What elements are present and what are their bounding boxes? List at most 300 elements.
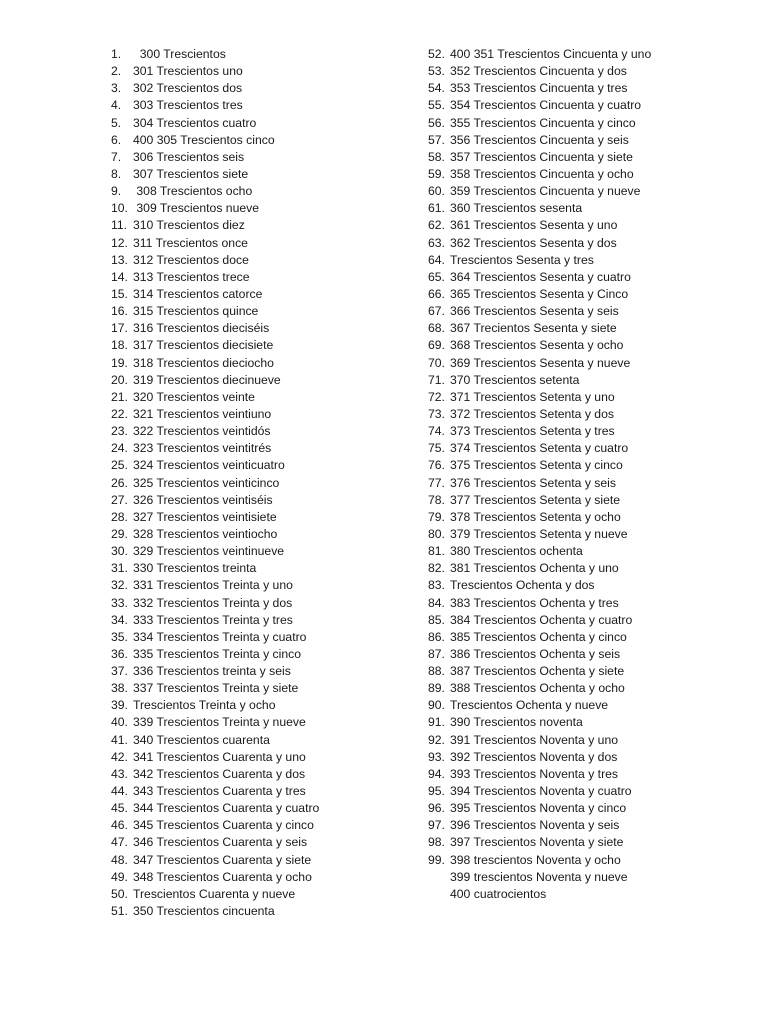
list-item-text: 386 Trescientos Ochenta y seis <box>450 646 621 661</box>
list-item-number: 68. <box>428 321 445 336</box>
list-item-number: 59. <box>428 166 445 181</box>
list-item-text: 357 Trescientos Cincuenta y siete <box>450 149 633 164</box>
list-item-text: 333 Trescientos Treinta y tres <box>133 612 293 627</box>
list-item-number: 67. <box>428 304 445 319</box>
list-item <box>428 595 758 612</box>
list-item <box>111 252 421 269</box>
list-item-text: 387 Trescientos Ochenta y siete <box>450 664 625 679</box>
list-item <box>111 509 421 526</box>
list-item-number: 49. <box>111 869 128 884</box>
list-item <box>111 80 421 97</box>
list-item-text: 390 Trescientos noventa <box>450 715 583 730</box>
list-item-number: 58. <box>428 149 445 164</box>
list-item <box>111 612 421 629</box>
list-item-number: 21. <box>111 389 128 404</box>
list-item <box>428 166 758 183</box>
list-item-text: 314 Trescientos catorce <box>133 286 263 301</box>
list-item <box>111 355 421 372</box>
list-item <box>111 817 421 834</box>
list-item <box>428 646 758 663</box>
list-item-number <box>428 869 450 886</box>
list-item-text: 320 Trescientos veinte <box>133 389 255 404</box>
list-item-number: 24. <box>111 441 128 456</box>
list-item-number <box>428 886 450 903</box>
list-item-number: 19. <box>111 355 128 370</box>
list-item <box>428 526 758 543</box>
list-item-number: 40. <box>111 715 128 730</box>
list-item-number: 42. <box>111 749 128 764</box>
list-item <box>111 852 421 869</box>
list-item <box>428 80 758 97</box>
list-item <box>428 115 758 132</box>
list-item <box>111 886 421 903</box>
list-item-number: 78. <box>428 492 445 507</box>
list-item-text: 385 Trescientos Ochenta y cinco <box>450 629 627 644</box>
list-item <box>428 817 758 834</box>
list-item-text: 335 Trescientos Treinta y cinco <box>133 646 301 661</box>
list-item <box>428 63 758 80</box>
list-item-number: 10. <box>111 201 128 216</box>
list-item <box>428 680 758 697</box>
list-item <box>111 337 421 354</box>
list-item-text: 334 Trescientos Treinta y cuatro <box>133 629 307 644</box>
list-item-text: 317 Trescientos diecisiete <box>133 338 274 353</box>
list-item-number: 63. <box>428 235 445 250</box>
list-item-text: 398 trescientos Noventa y ocho <box>450 852 621 867</box>
list-item-number: 56. <box>428 115 445 130</box>
list-item-text: 359 Trescientos Cincuenta y nueve <box>450 184 641 199</box>
list-item-text: 384 Trescientos Ochenta y cuatro <box>450 612 633 627</box>
list-item-number: 3. <box>111 81 122 96</box>
list-item <box>111 663 421 680</box>
list-item-text: Trescientos Ochenta y nueve <box>450 698 609 713</box>
list-item-number: 43. <box>111 766 128 781</box>
list-item-text: 302 Trescientos dos <box>133 81 243 96</box>
list-item <box>111 869 421 886</box>
list-item-number: 89. <box>428 681 445 696</box>
list-item-text: 310 Trescientos diez <box>133 218 245 233</box>
list-item-number: 71. <box>428 372 445 387</box>
list-item-text: 376 Trescientos Setenta y seis <box>450 475 616 490</box>
list-item <box>111 149 421 166</box>
list-item <box>111 183 421 200</box>
list-item <box>111 595 421 612</box>
list-item <box>428 269 758 286</box>
list-item-text: 300 Trescientos <box>133 47 226 61</box>
list-item-number: 9. <box>111 184 122 199</box>
list-item <box>111 800 421 817</box>
list-item <box>428 217 758 234</box>
list-item-number: 28. <box>111 509 128 524</box>
list-item <box>111 217 421 234</box>
list-item-number: 33. <box>111 595 128 610</box>
list-item <box>428 337 758 354</box>
list-item-number: 13. <box>111 252 128 267</box>
list-item-text: Trescientos Treinta y ocho <box>133 698 276 713</box>
list-item-text: 315 Trescientos quince <box>133 304 259 319</box>
list-item-text: 311 Trescientos once <box>133 235 248 250</box>
list-item-number: 15. <box>111 286 128 301</box>
list-item-number: 23. <box>111 424 128 439</box>
list-item-number: 17. <box>111 321 128 336</box>
list-item-number: 62. <box>428 218 445 233</box>
list-item <box>428 834 758 851</box>
list-item-text: 370 Trescientos setenta <box>450 372 580 387</box>
list-item <box>428 509 758 526</box>
list-item-text: 354 Trescientos Cincuenta y cuatro <box>450 98 642 113</box>
list-item-text: 350 Trescientos cincuenta <box>133 904 275 919</box>
list-item-text: 303 Trescientos tres <box>133 98 243 113</box>
list-item-text: 319 Trescientos diecinueve <box>133 372 281 387</box>
list-item <box>111 714 421 731</box>
list-item-number: 22. <box>111 406 128 421</box>
list-item-text: 392 Trescientos Noventa y dos <box>450 749 618 764</box>
list-item-number: 4. <box>111 98 122 113</box>
list-item-text: 399 trescientos Noventa y nueve <box>450 869 628 884</box>
list-item <box>111 492 421 509</box>
list-item-text: 368 Trescientos Sesenta y ocho <box>450 338 624 353</box>
list-item-text: 374 Trescientos Setenta y cuatro <box>450 441 629 456</box>
list-item-text: 342 Trescientos Cuarenta y dos <box>133 766 306 781</box>
list-item <box>428 543 758 560</box>
list-item-text: 355 Trescientos Cincuenta y cinco <box>450 115 636 130</box>
list-item <box>428 560 758 577</box>
list-item <box>111 766 421 783</box>
list-item-number: 55. <box>428 98 445 113</box>
list-item <box>428 766 758 783</box>
list-item-text: 316 Trescientos dieciséis <box>133 321 270 336</box>
list-item <box>428 423 758 440</box>
list-item-number: 79. <box>428 509 445 524</box>
list-item-number: 93. <box>428 749 445 764</box>
list-item-text: 371 Trescientos Setenta y uno <box>450 389 615 404</box>
list-item <box>111 423 421 440</box>
list-item-text: Trescientos Ochenta y dos <box>450 578 595 593</box>
list-item <box>111 286 421 303</box>
list-item <box>428 183 758 200</box>
list-item-text: 375 Trescientos Setenta y cinco <box>450 458 623 473</box>
list-item-text: 364 Trescientos Sesenta y cuatro <box>450 269 631 284</box>
list-item-text: 360 Trescientos sesenta <box>450 201 583 216</box>
list-item-number: 94. <box>428 766 445 781</box>
list-item-number: 50. <box>111 886 128 901</box>
list-item-text: 321 Trescientos veintiuno <box>133 406 272 421</box>
list-item <box>111 406 421 423</box>
list-item-number: 51. <box>111 904 128 919</box>
list-item-number: 92. <box>428 732 445 747</box>
list-item <box>428 372 758 389</box>
list-item-text: 313 Trescientos trece <box>133 269 250 284</box>
list-item-text: 318 Trescientos dieciocho <box>133 355 274 370</box>
list-item <box>111 732 421 749</box>
list-item <box>428 389 758 406</box>
list-item-number: 18. <box>111 338 128 353</box>
list-item-text: 324 Trescientos veinticuatro <box>133 458 285 473</box>
list-item-number: 7. <box>111 149 122 164</box>
list-item-number: 74. <box>428 424 445 439</box>
list-item <box>111 389 421 406</box>
list-item-number: 32. <box>111 578 128 593</box>
list-item-text: 343 Trescientos Cuarenta y tres <box>133 784 306 799</box>
list-item <box>111 440 421 457</box>
list-item-number: 88. <box>428 664 445 679</box>
list-item <box>111 629 421 646</box>
list-item <box>111 526 421 543</box>
list-item <box>428 852 758 869</box>
list-item-text: 378 Trescientos Setenta y ocho <box>450 509 621 524</box>
list-item-number: 84. <box>428 595 445 610</box>
list-item-text: 395 Trescientos Noventa y cinco <box>450 801 627 816</box>
list-item-text: 396 Trescientos Noventa y seis <box>450 818 620 833</box>
list-item-text: 332 Trescientos Treinta y dos <box>133 595 293 610</box>
list-item-text: 339 Trescientos Treinta y nueve <box>133 715 306 730</box>
list-item <box>111 475 421 492</box>
list-item-number: 87. <box>428 646 445 661</box>
list-item-number: 44. <box>111 784 128 799</box>
list-item-number: 2. <box>111 64 122 79</box>
list-item-text: 337 Trescientos Treinta y siete <box>133 681 299 696</box>
list-item-text: 393 Trescientos Noventa y tres <box>450 766 618 781</box>
list-item <box>428 149 758 166</box>
list-item-number: 37. <box>111 664 128 679</box>
list-item-text: 336 Trescientos treinta y seis <box>133 664 291 679</box>
list-item <box>428 457 758 474</box>
list-item <box>428 200 758 217</box>
list-item-number: 96. <box>428 801 445 816</box>
list-item <box>428 132 758 149</box>
list-item <box>111 680 421 697</box>
list-item-text: 367 Trecientos Sesenta y siete <box>450 321 617 336</box>
list-item-text: 340 Trescientos cuarenta <box>133 732 270 747</box>
list-item <box>111 132 421 149</box>
list-item-text: 373 Trescientos Setenta y tres <box>450 424 615 439</box>
list-item-text: 400 351 Trescientos Cincuenta y uno <box>450 47 652 61</box>
list-item-text: 326 Trescientos veintiséis <box>133 492 273 507</box>
list-item-number: 14. <box>111 269 128 284</box>
list-item-number: 54. <box>428 81 445 96</box>
list-item <box>428 886 758 903</box>
list-item <box>428 97 758 114</box>
list-item-text: 394 Trescientos Noventa y cuatro <box>450 784 632 799</box>
list-item <box>428 475 758 492</box>
list-item <box>111 320 421 337</box>
list-item-number: 29. <box>111 526 128 541</box>
list-item-number: 75. <box>428 441 445 456</box>
list-item <box>111 200 421 217</box>
list-item-text: 362 Trescientos Sesenta y dos <box>450 235 617 250</box>
list-item-number: 86. <box>428 629 445 644</box>
list-item <box>428 869 758 886</box>
list-item-text: 397 Trescientos Noventa y siete <box>450 835 624 850</box>
list-item <box>428 612 758 629</box>
list-item-number: 60. <box>428 184 445 199</box>
list-item-number: 30. <box>111 544 128 559</box>
list-item-number: 52. <box>428 47 445 61</box>
list-item-text: 348 Trescientos Cuarenta y ocho <box>133 869 312 884</box>
list-item-number: 31. <box>111 561 128 576</box>
list-item <box>428 303 758 320</box>
list-item-text: 379 Trescientos Setenta y nueve <box>450 526 628 541</box>
list-item <box>428 663 758 680</box>
list-item <box>428 440 758 457</box>
list-item-text: 400 cuatrocientos <box>450 886 547 901</box>
list-item <box>428 355 758 372</box>
list-item-number: 73. <box>428 406 445 421</box>
list-item-number: 26. <box>111 475 128 490</box>
list-item-number: 27. <box>111 492 128 507</box>
list-item <box>111 235 421 252</box>
list-item <box>428 783 758 800</box>
list-item-text: 331 Trescientos Treinta y uno <box>133 578 293 593</box>
list-item <box>428 732 758 749</box>
list-item <box>428 629 758 646</box>
list-item <box>111 303 421 320</box>
list-item-text: 361 Trescientos Sesenta y uno <box>450 218 618 233</box>
list-item <box>111 577 421 594</box>
list-item-number: 90. <box>428 698 445 713</box>
list-item-text: 391 Trescientos Noventa y uno <box>450 732 619 747</box>
list-item <box>111 646 421 663</box>
list-item-text: 400 305 Trescientos cinco <box>133 132 275 147</box>
list-item-text: 329 Trescientos veintinueve <box>133 544 285 559</box>
list-item <box>111 372 421 389</box>
list-item <box>428 800 758 817</box>
list-item <box>428 406 758 423</box>
list-item-number: 83. <box>428 578 445 593</box>
list-item-text: 377 Trescientos Setenta y siete <box>450 492 621 507</box>
list-item-number: 20. <box>111 372 128 387</box>
list-item-number: 65. <box>428 269 445 284</box>
list-item-number: 36. <box>111 646 128 661</box>
list-item-number: 77. <box>428 475 445 490</box>
list-item-text: 304 Trescientos cuatro <box>133 115 257 130</box>
list-item <box>428 749 758 766</box>
list-item-number: 85. <box>428 612 445 627</box>
list-item-number: 11. <box>111 218 128 233</box>
list-item-number: 35. <box>111 629 128 644</box>
list-item <box>428 492 758 509</box>
list-item <box>111 97 421 114</box>
list-item-number: 16. <box>111 304 128 319</box>
list-item-text: Trescientos Sesenta y tres <box>450 252 594 267</box>
list-item-text: 344 Trescientos Cuarenta y cuatro <box>133 801 320 816</box>
list-item <box>428 235 758 252</box>
list-item-number: 47. <box>111 835 128 850</box>
list-item-number: 99. <box>428 852 445 867</box>
list-item-number: 8. <box>111 166 122 181</box>
list-item-number: 66. <box>428 286 445 301</box>
list-item-text: 322 Trescientos veintidós <box>133 424 271 439</box>
list-item-text: 365 Trescientos Sesenta y Cinco <box>450 286 629 301</box>
list-item-text: 323 Trescientos veintitrés <box>133 441 272 456</box>
list-item-number: 95. <box>428 784 445 799</box>
list-item <box>428 320 758 337</box>
list-item-text: 309 Trescientos nueve <box>133 201 260 216</box>
list-item-text: 347 Trescientos Cuarenta y siete <box>133 852 312 867</box>
list-item-text: 312 Trescientos doce <box>133 252 249 267</box>
list-item-number: 48. <box>111 852 128 867</box>
list-item-text: 327 Trescientos veintisiete <box>133 509 277 524</box>
list-item-text: 346 Trescientos Cuarenta y seis <box>133 835 308 850</box>
list-item-number: 61. <box>428 201 445 216</box>
list-item-number: 97. <box>428 818 445 833</box>
list-item-text: 353 Trescientos Cincuenta y tres <box>450 81 628 96</box>
list-item-number: 57. <box>428 132 445 147</box>
list-item-text: 369 Trescientos Sesenta y nueve <box>450 355 631 370</box>
list-item-number: 12. <box>111 235 128 250</box>
list-item <box>111 166 421 183</box>
list-item-text: 352 Trescientos Cincuenta y dos <box>450 64 627 79</box>
list-item-number: 70. <box>428 355 445 370</box>
list-item-number: 98. <box>428 835 445 850</box>
list-item-text: 366 Trescientos Sesenta y seis <box>450 304 619 319</box>
list-item-number: 69. <box>428 338 445 353</box>
list-item-text: 307 Trescientos siete <box>133 166 249 181</box>
list-item-text: 358 Trescientos Cincuenta y ocho <box>450 166 634 181</box>
list-item-number: 39. <box>111 698 128 713</box>
list-item-text: 380 Trescientos ochenta <box>450 544 583 559</box>
list-item-text: 341 Trescientos Cuarenta y uno <box>133 749 306 764</box>
list-item-text: 388 Trescientos Ochenta y ocho <box>450 681 625 696</box>
list-item <box>111 749 421 766</box>
list-item-text: 328 Trescientos veintiocho <box>133 526 278 541</box>
list-item-text: 306 Trescientos seis <box>133 149 245 164</box>
list-item <box>111 457 421 474</box>
list-item <box>428 577 758 594</box>
list-item <box>111 46 421 63</box>
list-item-number: 64. <box>428 252 445 267</box>
list-item-number: 45. <box>111 801 128 816</box>
list-item <box>428 714 758 731</box>
list-item-number: 91. <box>428 715 445 730</box>
list-item-number: 41. <box>111 732 128 747</box>
list-item <box>111 115 421 132</box>
list-item <box>428 697 758 714</box>
list-item <box>111 560 421 577</box>
list-item <box>111 543 421 560</box>
list-item-number: 80. <box>428 526 445 541</box>
list-item <box>111 697 421 714</box>
list-item-number: 5. <box>111 115 122 130</box>
list-item-text: Trescientos Cuarenta y nueve <box>133 886 296 901</box>
list-item <box>428 46 758 63</box>
list-item <box>111 783 421 800</box>
list-item <box>111 903 421 920</box>
list-item <box>111 834 421 851</box>
list-item-text: 325 Trescientos veinticinco <box>133 475 280 490</box>
list-item-number: 82. <box>428 561 445 576</box>
list-item-text: 345 Trescientos Cuarenta y cinco <box>133 818 314 833</box>
list-item-text: 383 Trescientos Ochenta y tres <box>450 595 619 610</box>
list-item-number: 72. <box>428 389 445 404</box>
list-item-text: 372 Trescientos Setenta y dos <box>450 406 614 421</box>
list-item <box>111 63 421 80</box>
number-list-left <box>111 46 421 920</box>
number-list-right <box>428 46 758 903</box>
list-item-number: 46. <box>111 818 128 833</box>
list-item-number: 6. <box>111 132 122 147</box>
list-item <box>111 269 421 286</box>
list-item-number: 53. <box>428 64 445 79</box>
list-item-number: 25. <box>111 458 128 473</box>
list-item-number: 34. <box>111 612 128 627</box>
list-item <box>428 286 758 303</box>
list-item-number: 81. <box>428 544 445 559</box>
list-item-text: 356 Trescientos Cincuenta y seis <box>450 132 629 147</box>
list-item <box>428 252 758 269</box>
list-item-text: 381 Trescientos Ochenta y uno <box>450 561 619 576</box>
list-item-text: 301 Trescientos uno <box>133 64 243 79</box>
